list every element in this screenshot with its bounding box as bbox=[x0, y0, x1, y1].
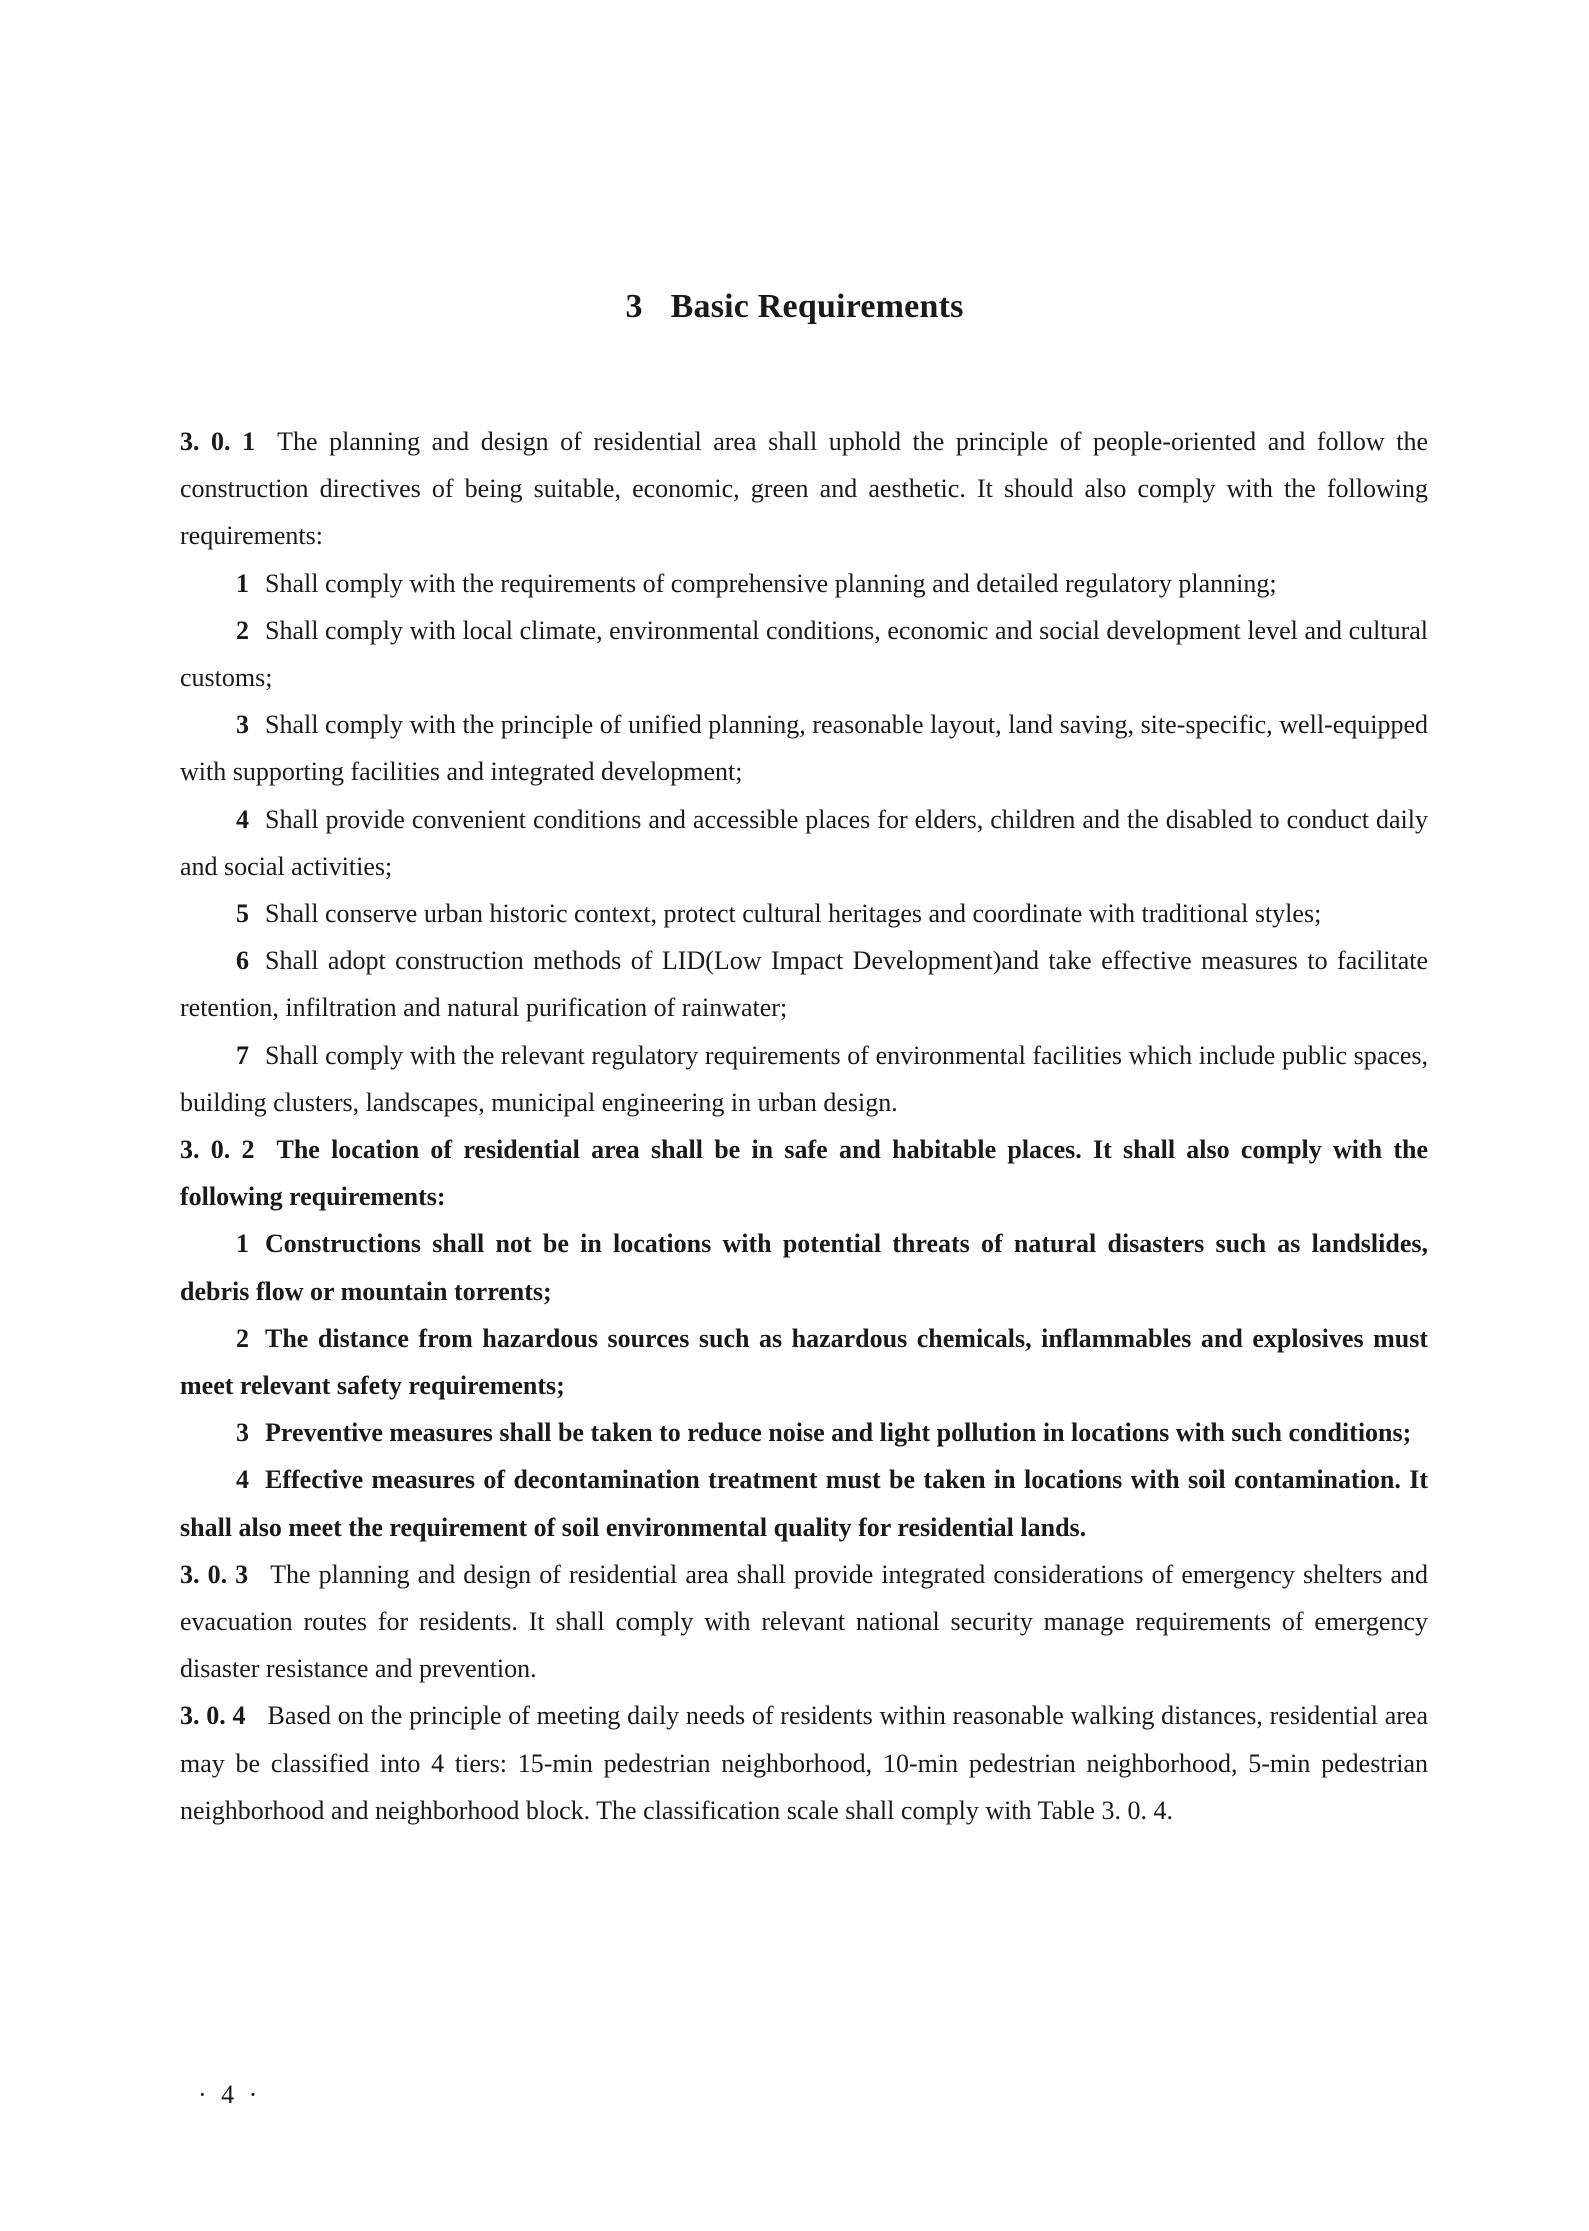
item-number: 4 bbox=[236, 804, 249, 834]
item-number: 1 bbox=[236, 568, 249, 598]
clause-3-0-2-item-1 bbox=[180, 1220, 1428, 1314]
clause-3-0-2-item-4 bbox=[180, 1456, 1428, 1550]
clause-text: Based on the principle of meeting daily needs of residents within reasonable walking distances, residential area may be classified into 4 tiers: 15-min pedestrian neighborhood, 10-min pedestrian neighborhood, 5-min pedestrian neighborhood and neighborhood block. The classification scale shall comply with Table 3. 0. 4. bbox=[180, 1701, 1428, 1825]
clause-3-0-2 bbox=[180, 1126, 1428, 1220]
clause-3-0-1-item-1 bbox=[180, 560, 1428, 607]
item-text: Constructions shall not be in locations with potential threats of natural disasters such as landslides, debris flow or mountain torrents; bbox=[180, 1229, 1428, 1306]
item-number: 4 bbox=[236, 1465, 249, 1495]
item-number: 7 bbox=[236, 1040, 249, 1070]
clause-3-0-1 bbox=[180, 418, 1428, 560]
page-number: · 4 · bbox=[198, 2080, 262, 2109]
clause-text: The planning and design of residential area shall provide integrated considerations of emergency shelters and evacuation routes for residents. It shall comply with relevant national security manage requirements of emergency disaster resistance and prevention. bbox=[180, 1559, 1428, 1684]
item-number: 6 bbox=[236, 946, 249, 976]
item-text: Shall comply with the principle of unified planning, reasonable layout, land saving, site-specific, well-equipped with supporting facilities and integrated development; bbox=[180, 710, 1428, 787]
clause-number: 3. 0. 2 bbox=[180, 1135, 255, 1165]
chapter-title bbox=[0, 288, 1589, 326]
clause-3-0-1-item-4 bbox=[180, 796, 1428, 890]
item-text: Shall comply with local climate, environmental conditions, economic and social development level and cultural customs; bbox=[180, 615, 1428, 693]
item-text: Preventive measures shall be taken to reduce noise and light pollution in locations with such conditions; bbox=[265, 1418, 1412, 1448]
clause-3-0-1-item-5 bbox=[180, 890, 1428, 937]
item-text: Effective measures of decontamination treatment must be taken in locations with soil contamination. It shall also meet the requirement of soil environmental quality for residential lands. bbox=[180, 1465, 1428, 1542]
clause-number: 3. 0. 4 bbox=[180, 1701, 246, 1731]
chapter-number: 3 bbox=[625, 288, 643, 325]
item-text: Shall adopt construction methods of LID(Low Impact Development)and take effective measures to facilitate retention, infiltration and natural purification of rainwater; bbox=[180, 946, 1428, 1023]
item-number: 3 bbox=[236, 710, 249, 740]
clause-number: 3. 0. 1 bbox=[180, 427, 256, 456]
clause-number: 3. 0. 3 bbox=[180, 1559, 249, 1589]
item-text: The distance from hazardous sources such as hazardous chemicals, inflammables and explosives must meet relevant safety requirements; bbox=[180, 1323, 1428, 1401]
clause-text: The planning and design of residential area shall uphold the principle of people-oriented and follow the construction directives of being suitable, economic, green and aesthetic. It should also comply with the following requirements: bbox=[180, 427, 1429, 551]
clause-3-0-3 bbox=[180, 1551, 1428, 1693]
item-number: 3 bbox=[236, 1418, 249, 1448]
clause-3-0-1-item-6 bbox=[180, 937, 1428, 1031]
document-body bbox=[180, 418, 1428, 1834]
item-number: 2 bbox=[236, 615, 249, 645]
clause-3-0-4 bbox=[180, 1692, 1428, 1834]
clause-3-0-2-item-3 bbox=[180, 1409, 1428, 1456]
chapter-title-text: Basic Requirements bbox=[670, 288, 964, 325]
clause-3-0-1-item-3 bbox=[180, 701, 1428, 795]
item-text: Shall comply with the relevant regulatory requirements of environmental facilities which include public spaces, building clusters, landscapes, municipal engineering in urban design. bbox=[180, 1040, 1428, 1117]
item-number: 5 bbox=[236, 899, 249, 929]
item-text: Shall comply with the requirements of comprehensive planning and detailed regulatory planning; bbox=[265, 568, 1277, 598]
item-text: Shall conserve urban historic context, protect cultural heritages and coordinate with traditional styles; bbox=[265, 899, 1322, 929]
clause-3-0-1-item-7 bbox=[180, 1032, 1428, 1126]
clause-text: The location of residential area shall be in safe and habitable places. It shall also comply with the following requirements: bbox=[180, 1135, 1429, 1212]
clause-3-0-2-item-2 bbox=[180, 1315, 1428, 1409]
item-text: Shall provide convenient conditions and accessible places for elders, children and the disabled to conduct daily and social activities; bbox=[180, 804, 1428, 881]
item-number: 1 bbox=[236, 1229, 249, 1259]
item-number: 2 bbox=[236, 1323, 249, 1353]
clause-3-0-1-item-2 bbox=[180, 607, 1428, 701]
